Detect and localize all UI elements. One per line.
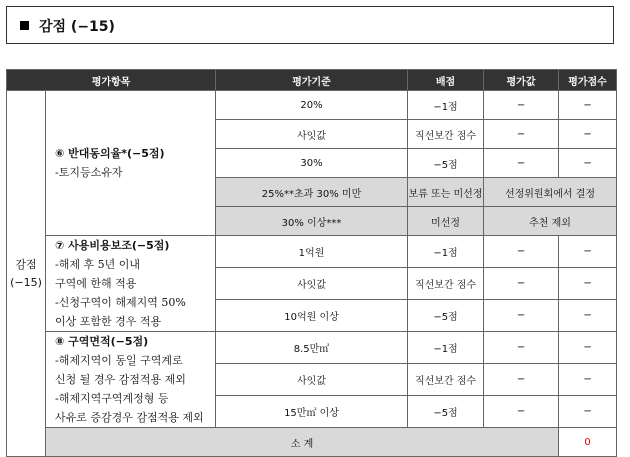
table-row xyxy=(7,236,617,268)
score-cell: −1점 xyxy=(408,332,484,364)
criterion-cell: 1억원 xyxy=(216,236,408,268)
criterion-group-8 xyxy=(46,332,216,428)
header-score: 배점 xyxy=(408,70,484,91)
merged-decision-cell: 선정위원회에서 결정 xyxy=(484,178,617,207)
criterion-cell: 사잇값 xyxy=(216,120,408,149)
group-title: ⑦ 사용비용보조(−5점) xyxy=(55,239,170,252)
score-cell: −1점 xyxy=(408,236,484,268)
criterion-cell: 30% 이상*** xyxy=(216,207,408,236)
subtotal-value: 0 xyxy=(559,428,617,457)
table-row xyxy=(7,332,617,364)
value-cell: − xyxy=(484,396,559,428)
group-note: -해제지역이 동일 구역계로 xyxy=(55,354,183,367)
group-note: -해제지역구역계정형 등 xyxy=(55,392,169,405)
merged-decision-cell: 추천 제외 xyxy=(484,207,617,236)
group-note: 구역에 한해 적용 xyxy=(55,277,137,290)
criterion-cell: 20% xyxy=(216,91,408,120)
category-label: 감점 xyxy=(15,257,37,271)
score-cell: 미선정 xyxy=(408,207,484,236)
group-note: 신청 될 경우 감점적용 제외 xyxy=(55,373,186,386)
group-note: -토지등소유자 xyxy=(55,166,123,179)
points-cell: − xyxy=(559,91,617,120)
criterion-cell: 10억원 이상 xyxy=(216,300,408,332)
score-cell: −5점 xyxy=(408,149,484,178)
criterion-cell: 사잇값 xyxy=(216,268,408,300)
group-title: ⑧ 구역면적(−5점) xyxy=(55,335,149,348)
value-cell: − xyxy=(484,332,559,364)
value-cell: − xyxy=(484,120,559,149)
section-title: 감점 (−15) xyxy=(39,19,115,35)
group-title: ⑥ 반대동의율*(−5점) xyxy=(55,147,165,160)
value-cell: − xyxy=(484,364,559,396)
points-cell: − xyxy=(559,268,617,300)
subtotal-row xyxy=(7,428,617,457)
criterion-group-6 xyxy=(46,91,216,236)
criterion-cell: 25%**초과 30% 미만 xyxy=(216,178,408,207)
group-note: 이상 포함한 경우 적용 xyxy=(55,315,162,328)
criterion-cell: 8.5만㎡ xyxy=(216,332,408,364)
header-points: 평가점수 xyxy=(559,70,617,91)
score-cell: −1점 xyxy=(408,91,484,120)
score-cell: 보류 또는 미선정 xyxy=(408,178,484,207)
group-note: -해제 후 5년 이내 xyxy=(55,258,140,271)
value-cell: − xyxy=(484,268,559,300)
header-item: 평가항목 xyxy=(7,70,216,91)
score-cell: −5점 xyxy=(408,300,484,332)
category-limit: (−15) xyxy=(10,275,42,289)
criterion-group-7 xyxy=(46,236,216,332)
table-row xyxy=(7,91,617,120)
points-cell: − xyxy=(559,120,617,149)
header-criterion: 평가기준 xyxy=(216,70,408,91)
subtotal-label: 소 계 xyxy=(46,428,559,457)
points-cell: − xyxy=(559,300,617,332)
criterion-cell: 사잇값 xyxy=(216,364,408,396)
points-cell: − xyxy=(559,396,617,428)
value-cell: − xyxy=(484,149,559,178)
category-cell xyxy=(7,91,46,457)
points-cell: − xyxy=(559,236,617,268)
group-note: -신청구역이 해제지역 50% xyxy=(55,296,186,309)
points-cell: − xyxy=(559,332,617,364)
criterion-cell: 30% xyxy=(216,149,408,178)
score-cell: 직선보간 점수 xyxy=(408,364,484,396)
square-bullet-icon xyxy=(20,21,29,30)
score-cell: 직선보간 점수 xyxy=(408,268,484,300)
value-cell: − xyxy=(484,300,559,332)
score-cell: 직선보간 점수 xyxy=(408,120,484,149)
group-note: 사유로 증감경우 감점적용 제외 xyxy=(55,411,204,424)
header-row xyxy=(7,70,617,91)
header-value: 평가값 xyxy=(484,70,559,91)
section-title-box xyxy=(6,6,614,44)
value-cell: − xyxy=(484,236,559,268)
criterion-cell: 15만㎡ 이상 xyxy=(216,396,408,428)
points-cell: − xyxy=(559,149,617,178)
penalty-table xyxy=(6,69,617,457)
value-cell: − xyxy=(484,91,559,120)
score-cell: −5점 xyxy=(408,396,484,428)
points-cell: − xyxy=(559,364,617,396)
